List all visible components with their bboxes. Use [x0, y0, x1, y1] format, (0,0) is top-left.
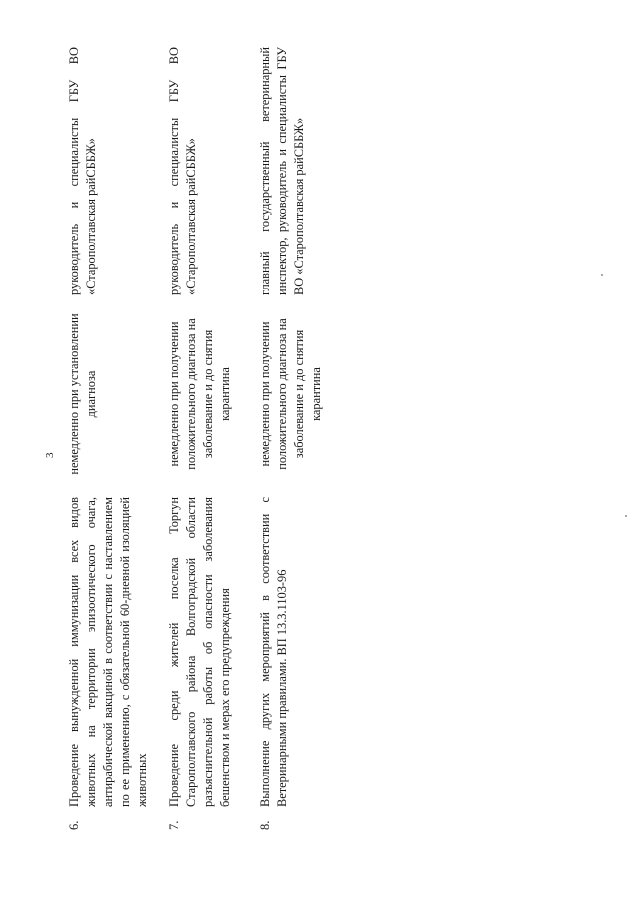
- row-number: 6.: [67, 820, 81, 830]
- deadline-text: немедленно при получении положительного диагноза на заболевание и до снятия карантина: [258, 318, 323, 470]
- deadline-text: немедленно при установлении диагноза: [67, 313, 98, 475]
- measure-text: Выполнение других мероприятий в соответствии с Ветеринарными правилами. ВП 13.3.1103-96: [258, 497, 289, 807]
- scan-speck: [625, 515, 627, 517]
- row-number: 8.: [258, 820, 272, 830]
- responsible-text: руководитель и специалисты ГБУ ВО «Старополтавская райСББЖ»: [67, 47, 98, 295]
- deadline-text: немедленно при получении положительного диагноза на заболевание и до снятия карантина: [167, 318, 232, 470]
- responsible-text: главный государственный ветеринарный инспектор, руководитель и специалисты ГБУ ВО «Старополтавская райСББЖ»: [258, 47, 306, 295]
- page-number: 3: [44, 452, 56, 458]
- measure-text: Проведение среди жителей поселка Торгун Старополтавского района Волгоградской области разъяснительной работы об опасности заболевания бешенством и мерах его предупреждения: [167, 497, 232, 807]
- responsible-text: руководитель и специалисты ГБУ ВО «Старополтавская райСББЖ»: [167, 47, 198, 295]
- scan-speck: [601, 274, 603, 276]
- row-number: 7.: [167, 820, 181, 830]
- measure-text: Проведение вынужденной иммунизации всех видов животных на территории эпизоотического очага, антирабической вакциной в соответствии с наставлением по ее применению, с обязательной 60-дневной изоляцией животных: [67, 497, 149, 807]
